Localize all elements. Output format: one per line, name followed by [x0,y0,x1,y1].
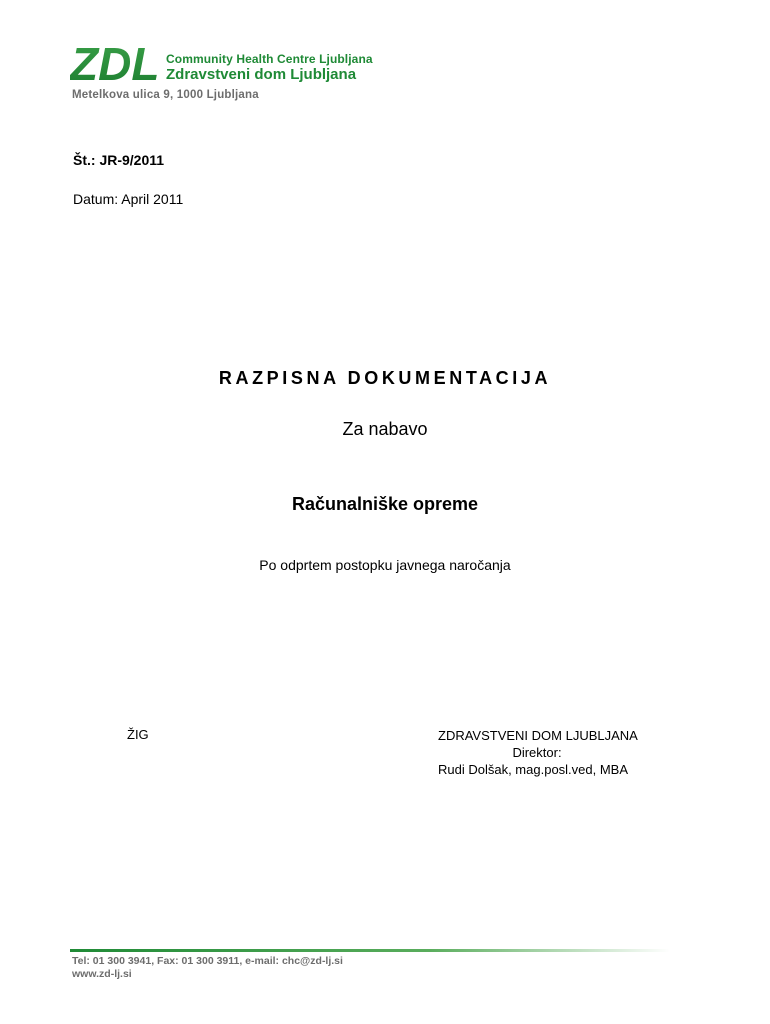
logo-mark-text: ZDL [70,40,160,86]
footer-website: www.zd-lj.si [72,968,132,980]
organization-logo [70,38,373,108]
document-subtitle: Za nabavo [342,419,428,439]
zdl-logo-mark [70,40,166,86]
procurement-subject: Računalniške opreme [291,494,479,514]
footer-contact-info: Tel: 01 300 3941, Fax: 01 300 3911, e-mail: chc@zd-lj.si [72,955,343,967]
signature-organization: ZDRAVSTVENI DOM LJUBLJANA [438,728,638,743]
procurement-procedure: Po odprtem postopku javnega naročanja [259,557,511,573]
org-address: Metelkova ulica 9, 1000 Ljubljana [72,89,259,101]
document-reference-number: Št.: JR-9/2011 [73,152,165,168]
signature-block [438,727,638,778]
footer-divider [70,949,670,952]
stamp-label: ŽIG [127,727,149,742]
signature-name: Rudi Dolšak, mag.posl.ved, MBA [438,762,629,777]
org-name-english: Community Health Centre Ljubljana [166,52,373,66]
signature-role: Direktor: [512,745,562,760]
document-title: RAZPISNA DOKUMENTACIJA [218,368,552,388]
org-name-slovenian: Zdravstveni dom Ljubljana [166,66,357,83]
document-date: Datum: April 2011 [73,191,184,207]
